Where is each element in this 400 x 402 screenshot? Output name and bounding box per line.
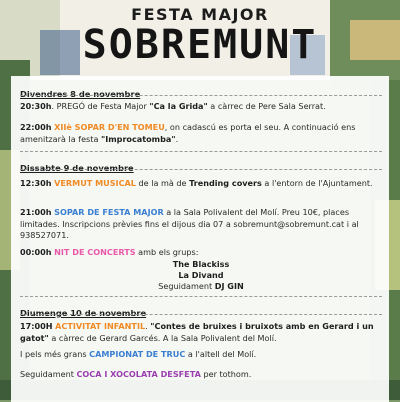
sobremunt-title: SOBREMUNT xyxy=(82,22,318,68)
day-label: Dissabte 9 de novembre xyxy=(20,163,134,173)
event-highlight: ACTIVITAT INFANTIL xyxy=(55,321,146,331)
event-highlight: NIT DE CONCERTS xyxy=(54,247,136,257)
event-highlight: COCA I XOCOLATA DESFETA xyxy=(76,369,201,379)
event-text: . PREGÓ de Festa Major xyxy=(51,101,150,111)
event-time: 00:00h xyxy=(20,247,52,257)
event-text: amb els grups: xyxy=(135,247,199,257)
day-heading-saturday xyxy=(20,156,382,175)
band-dj-gin xyxy=(20,281,382,293)
program-panel xyxy=(11,76,389,402)
event-bold: "Ca la Grida" xyxy=(149,101,208,111)
event-coca-xocolata xyxy=(20,369,382,381)
event-text: a l'altell del Molí. xyxy=(185,349,257,359)
event-vermut xyxy=(20,178,382,190)
day-label: Divendres 8 de novembre xyxy=(20,89,141,99)
event-text: Seguidament xyxy=(20,369,77,379)
event-activitat-infantil xyxy=(20,321,382,344)
event-highlight: SOPAR DE FESTA MAJOR xyxy=(54,207,164,217)
band-blackiss: The Blackiss xyxy=(172,259,230,269)
event-text: Seguidament xyxy=(158,281,215,291)
event-prego xyxy=(20,101,382,113)
day-label: Diumenge 10 de novembre xyxy=(20,308,147,318)
event-highlight: VERMUT MUSICAL xyxy=(54,178,136,188)
band-la-divand: La Divand xyxy=(178,270,224,280)
event-text: I pels més grans xyxy=(20,349,90,359)
event-sopar-festa-major xyxy=(20,207,382,242)
divider xyxy=(20,95,382,96)
divider xyxy=(20,296,382,297)
event-text: a la Sala Polivalent del Molí. Preu 10€, places limitades. Inscripcions prèvies fins el dijous dia 07 a sobremunt@sobremunt.cat i al 938527071. xyxy=(20,207,359,240)
event-bold: "Contes de bruixes i bruixots amb en Gerard i un gatot" xyxy=(20,321,374,343)
event-time: 12:30h xyxy=(20,178,52,188)
event-time: 22:00h xyxy=(20,122,52,132)
event-text: a càrrec de Pere Sala Serrat. xyxy=(207,101,326,111)
event-text: a l'entorn de l'Ajuntament. xyxy=(261,178,373,188)
festa-major-label: FESTA MAJOR xyxy=(131,5,269,24)
divider xyxy=(20,314,382,315)
event-text: , on cadascú es porta el seu. A continuació ens amenitzarà la festa xyxy=(20,122,356,144)
event-text: a càrrec de Gerard Garcés. A la Sala Polivalent del Molí. xyxy=(48,332,277,343)
event-text: de la mà de xyxy=(135,178,190,188)
event-highlight: XIIè SOPAR D'EN TOMEU xyxy=(54,122,165,132)
event-time: 17:00H xyxy=(20,321,53,331)
divider xyxy=(20,169,382,170)
event-highlight: CAMPIONAT DE TRUC xyxy=(89,349,186,359)
day-heading-friday xyxy=(20,82,382,101)
event-text: . xyxy=(175,133,179,144)
poster-header xyxy=(0,0,400,72)
event-time: 21:00h xyxy=(20,207,52,217)
event-bold: Trending covers xyxy=(189,178,262,188)
event-bold: "Improcatomba" xyxy=(100,133,176,144)
divider xyxy=(20,151,382,152)
event-text: . xyxy=(145,321,151,331)
event-nit-concerts xyxy=(20,247,382,259)
event-sopar-tomeu xyxy=(20,122,382,145)
event-time: 20:30h xyxy=(20,101,52,111)
day-heading-sunday xyxy=(20,301,382,320)
event-bold: DJ GIN xyxy=(214,281,244,291)
event-campionat-truc xyxy=(20,349,382,361)
event-text: per tothom. xyxy=(200,369,252,379)
